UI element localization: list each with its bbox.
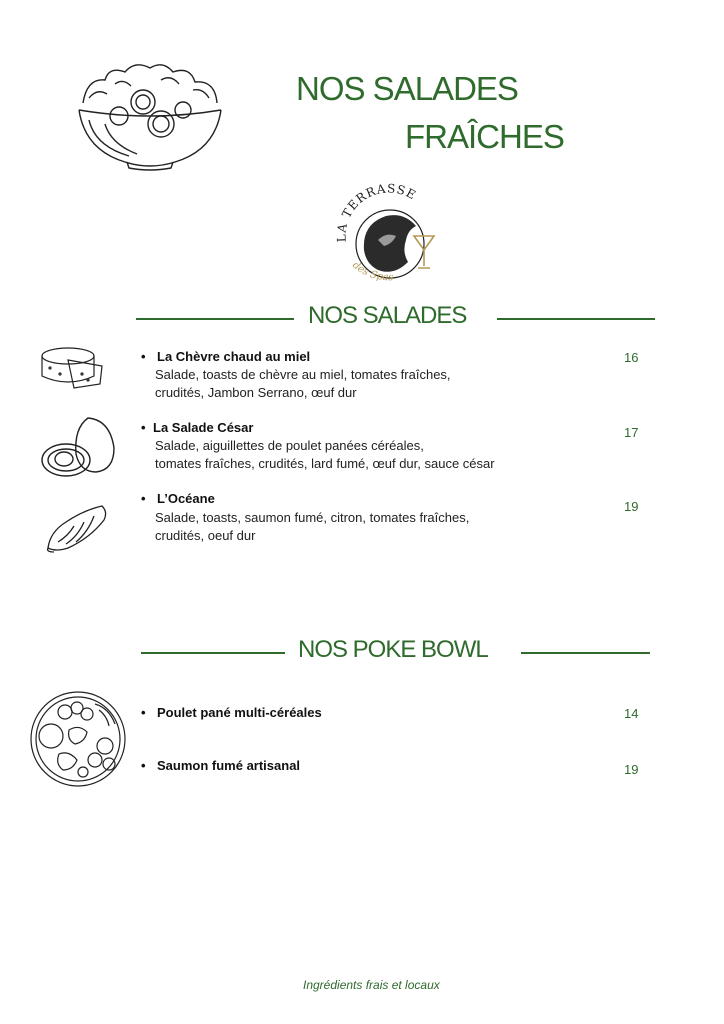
goat-cheese-icon <box>38 344 104 390</box>
menu-item-name-chevre: • La Chèvre chaud au miel <box>141 349 311 364</box>
logo-top-text: LA TERRASSE <box>334 181 419 243</box>
poke-item-price-poulet: 14 <box>624 706 639 721</box>
menu-item-desc-oceane-2: crudités, oeuf dur <box>155 528 256 543</box>
menu-item-desc-cesar-2: tomates fraîches, crudités, lard fumé, œuf dur, sauce césar <box>155 456 495 471</box>
section-divider-right <box>521 652 650 654</box>
menu-item-desc-cesar-1: Salade, aiguillettes de poulet panées céréales, <box>155 438 424 453</box>
menu-item-desc-chevre-1: Salade, toasts de chèvre au miel, tomates fraîches, <box>155 367 451 382</box>
logo <box>328 180 448 298</box>
menu-item-price-chevre: 16 <box>624 350 639 365</box>
poke-item-price-saumon: 19 <box>624 762 639 777</box>
menu-item-desc-chevre-2: crudités, Jambon Serrano, œuf dur <box>155 385 357 400</box>
egg-illustration <box>40 414 116 480</box>
menu-item-name-cesar: • La Salade César <box>141 420 254 435</box>
menu-item-price-oceane: 19 <box>624 499 639 514</box>
cheese-illustration <box>38 344 104 390</box>
page-title-line1: NOS SALADES <box>296 70 518 107</box>
menu-item-price-cesar: 17 <box>624 425 639 440</box>
poke-item-name-saumon: • Saumon fumé artisanal <box>141 758 301 773</box>
salmon-illustration <box>44 502 110 554</box>
section-divider-left <box>141 652 285 654</box>
menu-item-desc-oceane-1: Salade, toasts, saumon fumé, citron, tomates fraîches, <box>155 510 470 525</box>
salad-bowl-icon <box>75 58 225 173</box>
section-divider-right <box>497 318 655 320</box>
footer-tagline: Ingrédients frais et locaux <box>303 978 440 992</box>
logo-bottom-text: des Spas <box>350 259 394 284</box>
logo-emblem-icon <box>328 180 448 298</box>
egg-icon <box>40 414 116 480</box>
section-title-poke: NOS POKE BOWL <box>298 636 488 663</box>
salmon-fillet-icon <box>44 502 110 554</box>
section-divider-left <box>136 318 294 320</box>
salad-bowl-illustration <box>75 58 225 173</box>
menu-item-name-oceane: • L’Océane <box>141 491 215 506</box>
page-title-line2: FRAÎCHES <box>405 118 564 155</box>
poke-item-name-poulet: • Poulet pané multi-céréales <box>141 705 322 720</box>
section-title-salades: NOS SALADES <box>308 302 467 329</box>
poke-bowl-illustration <box>29 690 127 788</box>
poke-bowl-icon <box>29 690 127 788</box>
